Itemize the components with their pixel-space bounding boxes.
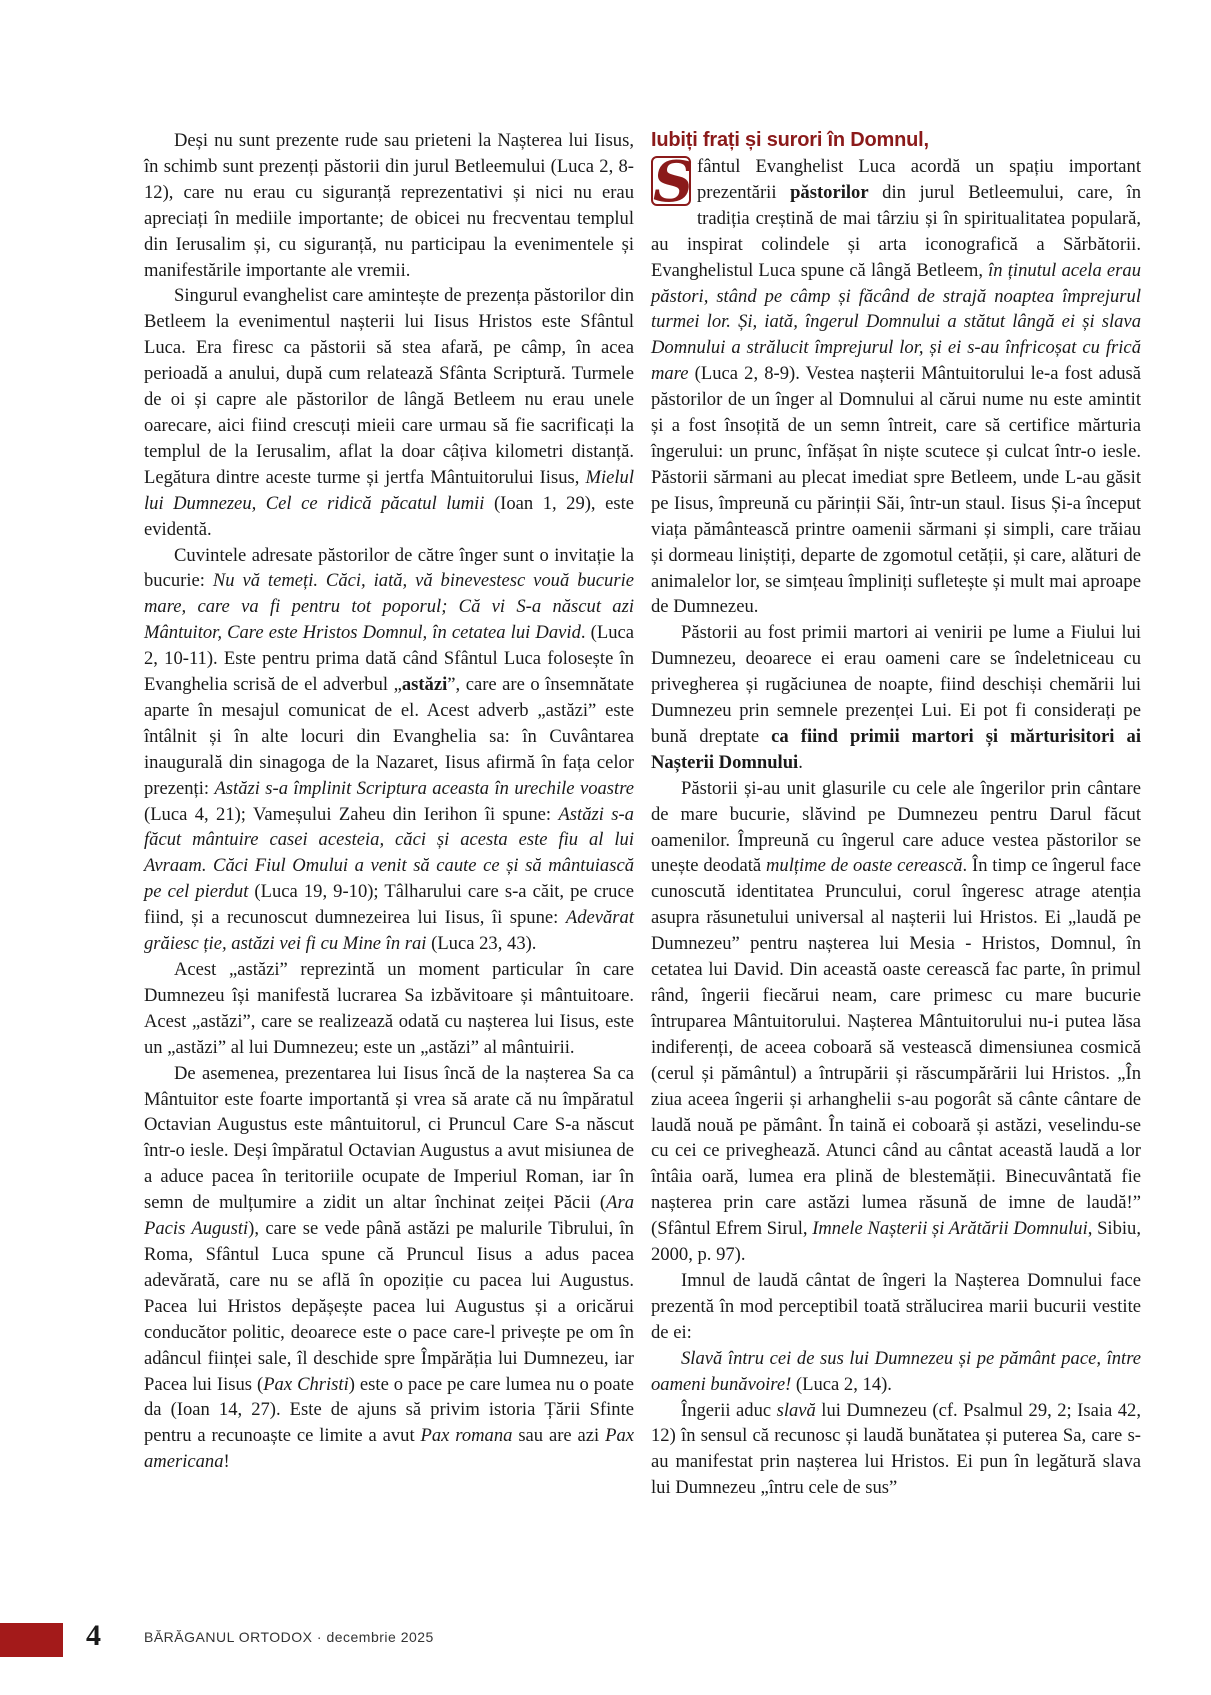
text-run: Păstorii și-au unit glasurile cu cele ale îngerilor prin cântare de mare bucurie, slăvind pe Dumnezeu pentru Darul făcut oamenilor. Împreună cu îngerul care aduce vestea păstorilor se unește deodată [651,777,1141,877]
text-run: Pax romana [420,1425,513,1447]
text-run: Imnul de laudă cântat de îngeri la Nașterea Domnului face prezentă în mod perceptibil toată strălucirea marii bucurii vestite de ei: [651,1269,1141,1343]
text-run: (Luca 2, 8-9). Vestea nașterii Mântuitorului le-a fost adusă păstorilor de un înger al Domnului al cărui nume nu este amintit și a fost însoțită de un semn întreit, care să certifice mărturia îngerului: un prunc, înfășat în niște scutece și culcat într-o iesle. Păstorii sărmani au plecat imediat spre Betleem, unde L-au găsit pe Iisus, împreună cu părinții Săi, într-un staul. Iisus Și-a început viața pământească printre oamenii sărmani și simpli, care trăiau și dormeau liniștiți, departe de zgomotul cetății, și care, alături de animalelor lor, se simțeau împliniți sufletește și mult mai aproape de Dumnezeu. [651,363,1141,618]
text-run: (Luca 19, 9-10); Tâlharului care s-a căit, pe cruce fiind, și a recunoscut dumnezeirea lui Iisus, îi spune: [144,881,634,929]
text-run: astăzi [401,674,448,696]
text-run: Acest „astăzi” reprezintă un moment particular în care Dumnezeu își manifestă lucrarea Sa izbăvitoare și mântuitoare. Acest „astăzi”, care se realizează odată cu nașterea lui Iisus, este un „astăzi” al lui Dumnezeu; este un „astăzi” al mântuirii. [144,959,634,1058]
paragraph [144,543,634,958]
text-run: ca fiind primii martori și mărturisitori ai Nașterii Domnului [651,725,1141,773]
text-run: Astăzi s-a împlinit Scriptura aceasta în urechile voastre [214,777,634,799]
text-run: lui Dumnezeu (cf. Psalmul 29, 2; Isaia 42, 12) în sensul că recunosc și laudă bunătatea și puterea Sa, care s-au manifestat prin nașterea lui Hristos. Ei pun în legătură slava lui Dumnezeu „întru cele de sus” [651,1399,1141,1499]
text-run: fântul Evanghelist Luca acordă un spațiu important prezentării [697,156,1141,203]
text-run: Mielul lui Dumnezeu, Cel ce ridică păcatul lumii [144,466,634,514]
paragraph [144,957,634,1061]
text-run: . În timp ce îngerul face cunoscută identitatea Pruncului, corul îngeresc atrage atenția asupra răsunetului universal al nașterii lui Hristos. Ei „laudă pe Dumnezeu” pentru nașterea lui Mesia - Hristos, Domnul, în cetatea lui David. Din această oaste cerească fac parte, în primul rând, îngerii fiecărui neam, care primesc cu mare bucurie întruparea Mântuitorului. Nașterea Mântuitorului nu-i putea lăsa indiferenți, de aceea coboară să vestească dimensiunea cosmică (cerul și pământul) a întrupării și răscumpărării lui Hristos. „În ziua aceea îngerii și arhanghelii s-au pogorât să cânte cântare de laudă nouă pe pământ. În taină ei coboară și astăzi, veselindu-se cu cei ce priveghează. Atunci când au cântat această laudă a lor întâia oară, lumea era plină de blestemății. Binecuvântată fie nașterea prin care astăzi lumea răsună de imne de laudă!” (Sfântul Efrem Sirul, [651,855,1141,1240]
text-run: păstorilor [790,181,869,203]
drop-cap: S [653,149,694,215]
text-run: Pax americana [144,1425,635,1473]
text-run: . [798,751,803,773]
text-run: mulțime de oaste cerească [765,855,963,877]
paragraph [144,128,634,283]
paragraph [651,1398,1141,1502]
text-run: Slavă întru cei de sus lui Dumnezeu și pe pământ pace, între oameni bunăvoire! [651,1347,1141,1395]
text-run: Adevărat grăiesc ție, astăzi vei fi cu Mine în rai [144,907,634,955]
text-run: (Luca 4, 21); Vameșului Zaheu din Ierihon îi spune: [144,803,559,825]
footer-accent-bar [0,1623,63,1657]
text-run: ”, care are o însemnătate aparte în mesajul comunicat de el. Acest adverb „astăzi” este întâlnit și în alte locuri din Evanghelia sa: în Cuvântarea inaugurală din sinagoga de la Nazaret, Iisus afirmă în fața celor prezenți: [144,674,634,799]
text-run: Păstorii au fost primii martori ai venirii pe lume a Fiului lui Dumnezeu, deoarece ei erau oameni care se îndeletniceau cu privegherea și rugăciunea de noapte, fiind deschiși chemării lui Dumnezeu prin semnele prezenței Lui. Ei pot fi considerați pe bună dreptate [651,622,1141,747]
text-run: Astăzi s-a făcut mântuire casei acesteia, căci și acesta este fiu al lui Avraam. Căci Fiul Omului a venit să caute ce și să mântuiască pe cel pierdut [144,803,634,903]
text-run: (Luca 2, 14). [791,1373,892,1395]
paragraph [144,283,634,542]
text-run: sau are azi [512,1425,606,1447]
right-column [651,128,1141,1501]
text-run: Îngerii aduc [681,1399,777,1421]
text-run: Imnele Nașterii și Arătării Domnului [812,1218,1088,1240]
paragraph [651,1346,1141,1398]
text-run: (Luca 23, 43). [426,933,537,955]
text-run: în ținutul acela erau păstori, stând pe câmp și făcând de strajă noaptea împrejurul turmei lor. Și, iată, îngerul Domnului a stătut lângă ei și slava Domnului a strălucit împrejurul lor, și ei s-au înfricoșat cu frică mare [651,259,1141,385]
paragraph [651,620,1141,775]
left-column [144,128,634,1475]
text-run: Cuvintele adresate păstorilor de către înger sunt o invitație la bucurie: [144,544,634,592]
text-run: , Sibiu, 2000, p. 97). [651,1218,1141,1266]
text-run: Nu vă temeți. Căci, iată, vă binevestesc vouă bucurie mare, care va fi pentru tot poporul; Că vi S-a născut azi Mântuitor, Care este Hristos Domnul, în cetatea lui David [144,570,634,644]
text-run: Pax Christi [263,1373,349,1395]
paragraph [144,1061,634,1476]
first-paragraph [651,149,1141,620]
publication-title: BĂRĂGANUL ORTODOX · decembrie 2025 [144,1629,434,1645]
text-run: Singurul evanghelist care amintește de prezența păstorilor din Betleem la evenimentul nașterii lui Iisus Hristos este Sfântul Luca. Era firesc ca păstorii să stea afară, pe câmp, în acea perioadă a anului, după cum relatează Sfânta Scriptură. Turmele de oi și capre ale păstorilor de lângă Betleem nu erau unele oarecare, aici fiind crescuți mieii care urmau să fie sacrificați la templul de la Ierusalim, aflat la doar câțiva kilometri distanță. Legătura dintre aceste turme și jertfa Mântuitorului Iisus, [144,285,634,488]
right-column-paragraphs [651,620,1141,1501]
text-run: . (Luca 2, 10-11). Este pentru prima dată când Sfântul Luca folosește în Evanghelia scrisă de el adverbul „ [144,622,634,696]
text-run: (Ioan 1, 29), este evidentă. [144,492,634,540]
page-number: 4 [86,1619,101,1652]
text-run: Deși nu sunt prezente rude sau prieteni la Nașterea lui Iisus, în schimb sunt prezenți păstorii din jurul Betleemului (Luca 2, 8-12), care nu erau cu siguranță reprezentativi și nici nu erau apreciați în mediile importante; de obicei nu frecventau templul din Ierusalim și, cu siguranță, nu participau la evenimentele și manifestările importante ale vremii. [144,130,634,281]
text-run: ), care se vede până astăzi pe malurile Tibrului, în Roma, Sfântul Luca spune că Pruncul Iisus a adus pacea adevărată, care nu se află în opoziție cu pacea lui Augustus. Pacea lui Hristos depășește pacea lui Augustus și a oricărui conducător politic, deoarece este o pace care-l privește pe om în adâncul ființei sale, îl deschide spre Împărăția lui Dumnezeu, iar Pacea lui Iisus ( [144,1218,634,1395]
paragraph [651,1268,1141,1346]
text-run: ) este o pace pe care lumea nu o poate da (Ioan 14, 27). Este de ajuns să privim istoria Țării Sfinte pentru a recunoaște ce limite a avut [144,1373,634,1447]
text-run: De asemenea, prezentarea lui Iisus încă de la nașterea Sa ca Mântuitor este foarte importantă și vrea să arate că nu împăratul Octavian Augustus este mântuitorul, ci Pruncul Care S-a născut într-o iesle. Deși împăratul Octavian Augustus a avut misiunea de a aduce pacea în teritoriile ocupate de Imperiul Roman, iar în semn de mulțumire a zidit un altar închinat zeiței Păcii ( [144,1062,634,1214]
paragraph [651,776,1141,1268]
text-run: ! [223,1451,230,1473]
text-run: din jurul Betleemului, care, în tradiția creștină de mai târziu și în spiritualitatea populară, au inspirat colindele și arta iconografică a Sărbătorii. Evanghelistul Luca spune că lângă Betleem, [651,181,1141,281]
text-run: slavă [776,1399,816,1421]
section-heading: Iubiți frați și surori în Domnul, [651,129,929,151]
text-run: Ara Pacis Augusti [144,1192,634,1240]
